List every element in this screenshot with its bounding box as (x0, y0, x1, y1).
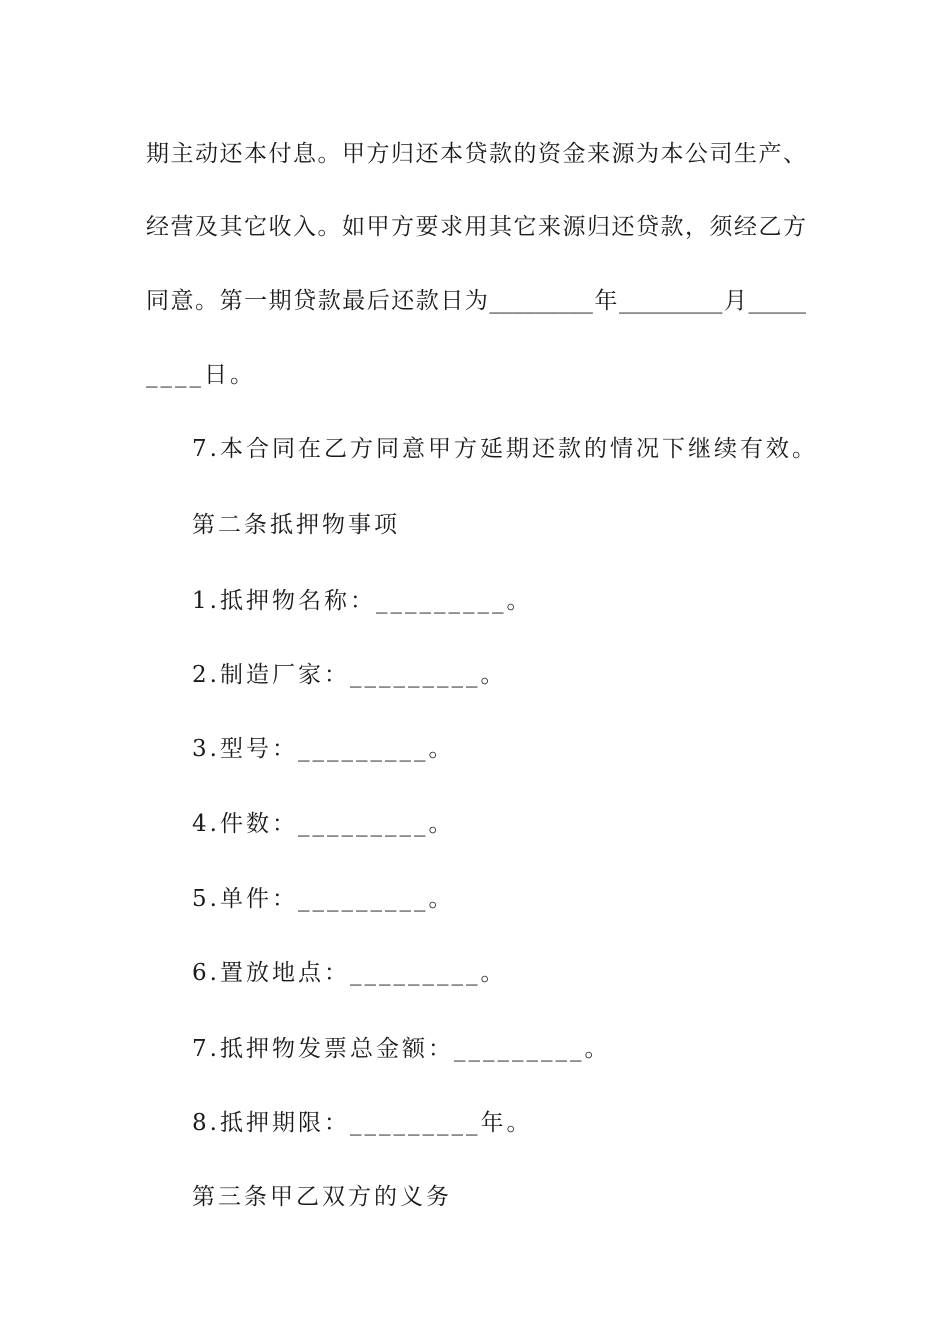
item-quantity: 4.件数：_________。 (192, 811, 455, 837)
item-mortgage-term: 8.抵押期限：_________年。 (192, 1110, 533, 1136)
paragraph-line-1: 期主动还本付息。甲方归还本贷款的资金来源为本公司生产、 (146, 141, 806, 167)
item-model: 3.型号：_________。 (192, 736, 455, 762)
paragraph-line-4: ____日。 (146, 362, 256, 388)
item-location: 6.置放地点：_________。 (192, 960, 507, 986)
clause-7-continued-validity: 7.本合同在乙方同意甲方延期还款的情况下继续有效。 (192, 436, 818, 462)
item-invoice-total: 7.抵押物发票总金额：_________。 (192, 1036, 611, 1062)
item-manufacturer: 2.制造厂家：_________。 (192, 662, 507, 688)
section-heading-article-3: 第三条甲乙双方的义务 (192, 1184, 452, 1210)
paragraph-line-2: 经营及其它收入。如甲方要求用其它来源归还贷款，须经乙方 (146, 214, 806, 240)
section-heading-article-2: 第二条抵押物事项 (192, 512, 400, 538)
item-unit: 5.单件：_________。 (192, 886, 455, 912)
item-collateral-name: 1.抵押物名称：_________。 (192, 588, 533, 614)
paragraph-line-3: 同意。第一期贷款最后还款日为_________年_________月_____ (146, 288, 806, 314)
